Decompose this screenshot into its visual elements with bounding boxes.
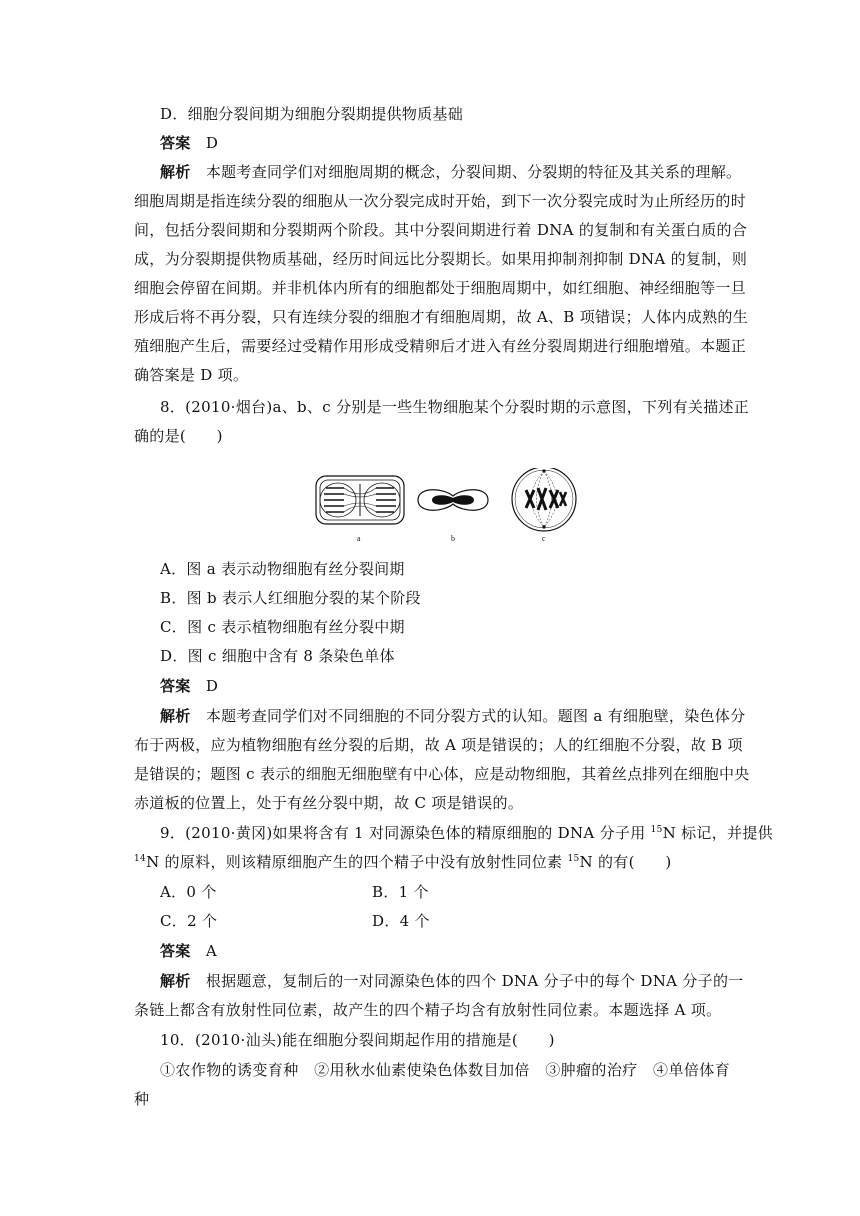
q8-option-b: B．图 b 表示人红细胞分裂的某个阶段	[160, 589, 421, 607]
q7-explanation-line-6: 形成后将不再分裂，只有连续分裂的细胞才有细胞周期，故 A、B 项错误；人体内成熟的生	[134, 308, 748, 326]
explanation-text: 本题考查同学们对细胞周期的概念，分裂间期、分裂期的特征及其关系的理解。	[205, 163, 742, 181]
q7-explanation-line-8: 确答案是 D 项。	[134, 366, 249, 384]
q8-option-c: C．图 c 表示植物细胞有丝分裂中期	[160, 618, 405, 636]
q7-explanation-line-3: 间，包括分裂间期和分裂期两个阶段。其中分裂间期进行着 DNA 的复制和有关蛋白质的合	[134, 221, 748, 239]
explanation-label: 解析	[160, 707, 191, 725]
q10-items-line-2: 种	[134, 1090, 150, 1108]
q8-stem-line-1: 8．(2010·烟台)a、b、c 分别是一些生物细胞某个分裂时期的示意图，下列有关描述正	[160, 398, 750, 416]
answer-label: 答案	[160, 677, 191, 695]
q7-explanation-line-4: 成，为分裂期提供物质基础，经历时间远比分裂期长。如果用抑制剂抑制 DNA 的复制，则	[134, 250, 748, 268]
isotope-superscript: 15	[567, 854, 580, 864]
q9-stem-line-2	[134, 848, 730, 876]
q9-explanation-line-1	[160, 967, 744, 995]
q9-stem-line-1	[160, 819, 773, 847]
explanation-text: 本题考查同学们对不同细胞的不同分裂方式的认知。题图 a 有细胞壁，染色体分	[205, 707, 746, 725]
explanation-label: 解析	[160, 163, 191, 181]
explanation-label: 解析	[160, 972, 191, 990]
explanation-text: 根据题意，复制后的一对同源染色体的四个 DNA 分子中的每个 DNA 分子的一	[205, 972, 744, 990]
q9-stem-text: N 标记，并提供	[662, 824, 773, 842]
answer-value: D	[205, 134, 219, 152]
q7-option-d: D．细胞分裂间期为细胞分裂期提供物质基础	[160, 105, 464, 123]
q9-options-row-2	[160, 907, 730, 935]
q9-answer	[160, 937, 730, 965]
cell-c-diagram	[512, 468, 576, 531]
q9-stem-text: N 的有( )	[579, 853, 672, 871]
q10-items-line-1: ①农作物的诱变育种 ②用秋水仙素使染色体数目加倍 ③肿瘤的治疗 ④单倍体育	[160, 1061, 730, 1079]
figure-b-caption: b	[451, 534, 455, 543]
q8-option-d: D．图 c 细胞中含有 8 条染色单体	[160, 647, 395, 665]
q7-explanation-line-5: 细胞会停留在间期。并非机体内所有的细胞都处于细胞周期中，如红细胞、神经细胞等一旦	[134, 279, 747, 297]
cell-a-diagram	[316, 476, 404, 524]
isotope-superscript: 14	[134, 854, 147, 864]
q10-stem: 10．(2010·汕头)能在细胞分裂间期起作用的措施是( )	[160, 1031, 555, 1049]
q8-stem-line-2: 确的是( )	[134, 427, 223, 445]
answer-label: 答案	[160, 942, 191, 960]
q8-explanation-line-2: 布于两极，应为植物细胞有丝分裂的后期，故 A 项是错误的；人的红细胞不分裂，故 B 项	[134, 736, 743, 754]
q7-explanation-line-1	[160, 158, 742, 186]
q8-explanation-line-3: 是错误的；题图 c 表示的细胞无细胞壁有中心体，应是动物细胞，其着丝点排列在细胞中央	[134, 765, 750, 783]
q9-options-row-1	[160, 878, 730, 906]
answer-value: D	[205, 677, 219, 695]
q9-option-b: B．1 个	[372, 883, 429, 901]
figure-c-caption: c	[542, 534, 546, 543]
cell-b-diagram	[418, 490, 488, 511]
q8-option-a: A．图 a 表示动物细胞有丝分裂间期	[160, 560, 405, 578]
q9-stem-text: N 的原料，则该精原细胞产生的四个精子中没有放射性同位素	[146, 853, 568, 871]
q9-stem-text: 9．(2010·黄冈)如果将含有 1 对同源染色体的精原细胞的 DNA 分子用	[160, 824, 651, 842]
q8-cell-division-figure	[314, 468, 584, 548]
figure-a-caption: a	[357, 534, 361, 543]
q8-explanation-line-1	[160, 702, 746, 730]
q7-explanation-line-2: 细胞周期是指连续分裂的细胞从一次分裂完成时开始，到下一次分裂完成时为止所经历的时	[134, 192, 747, 210]
q9-option-c: C．2 个	[160, 912, 218, 930]
q9-explanation-line-2: 条链上都含有放射性同位素，故产生的四个精子均含有放射性同位素。本题选择 A 项。	[134, 1001, 722, 1019]
isotope-superscript: 15	[650, 825, 663, 835]
q9-option-d: D．4 个	[372, 912, 430, 930]
answer-label: 答案	[160, 134, 191, 152]
q8-answer	[160, 672, 730, 700]
q7-explanation-line-7: 殖细胞产生后，需要经过受精作用形成受精卵后才进入有丝分裂周期进行细胞增殖。本题正	[134, 337, 747, 355]
q8-explanation-line-4: 赤道板的位置上，处于有丝分裂中期，故 C 项是错误的。	[134, 794, 524, 812]
q9-option-a: A．0 个	[160, 883, 217, 901]
answer-value: A	[205, 942, 217, 960]
q7-answer	[160, 129, 730, 157]
